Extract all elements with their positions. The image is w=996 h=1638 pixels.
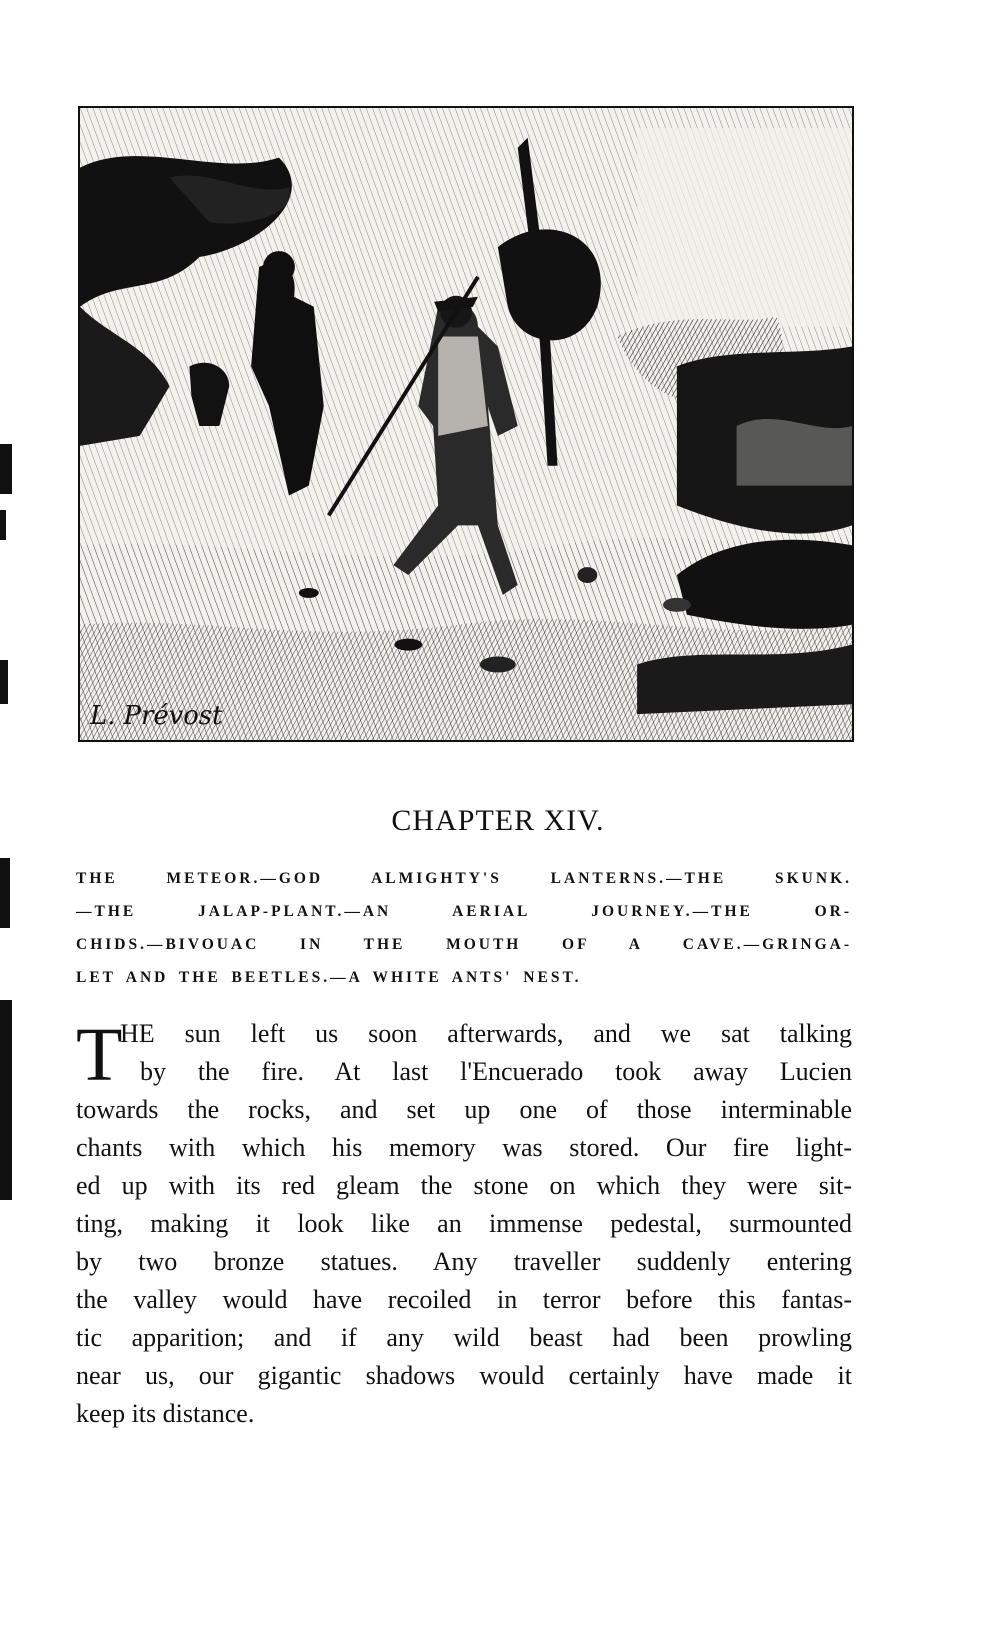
scan-mark xyxy=(0,444,12,494)
body-line: near us, our gigantic shadows would certainly have made it xyxy=(76,1361,852,1390)
body-line: by two bronze statues. Any traveller suddenly entering xyxy=(76,1247,852,1276)
body-line: tic apparition; and if any wild beast had been prowling xyxy=(76,1323,852,1352)
opening-paragraph-start xyxy=(76,1013,852,1097)
scan-mark xyxy=(0,1000,12,1200)
body-line: ting, making it look like an immense pedestal, surmounted xyxy=(76,1209,852,1238)
illustration-signature: L. Prévost xyxy=(89,701,223,732)
body-line: keep its distance. xyxy=(76,1399,255,1428)
body-line: HE sun left us soon afterwards, and we sat talking xyxy=(120,1019,852,1048)
scan-mark xyxy=(0,660,8,704)
chapter-title: CHAPTER XIV. xyxy=(391,804,605,837)
body-text xyxy=(76,1015,852,1433)
scan-mark xyxy=(0,858,10,928)
body-line: the valley would have recoiled in terror before this fantas- xyxy=(76,1285,852,1314)
chapter-summary xyxy=(76,862,852,994)
engraving-image xyxy=(80,108,852,740)
summary-line: LET AND THE BEETLES.—A WHITE ANTS' NEST. xyxy=(76,969,582,986)
chapter-illustration xyxy=(78,106,854,742)
body-line: towards the rocks, and set up one of those interminable xyxy=(76,1095,852,1124)
scan-mark xyxy=(0,510,6,540)
summary-line: THE METEOR.—GOD ALMIGHTY'S LANTERNS.—THE SKUNK. xyxy=(76,870,852,887)
body-line: ed up with its red gleam the stone on which they were sit- xyxy=(76,1171,852,1200)
body-line: chants with which his memory was stored. Our fire light- xyxy=(76,1133,852,1162)
drop-cap: T xyxy=(76,1013,123,1097)
summary-line: —THE JALAP-PLANT.—AN AERIAL JOURNEY.—THE OR- xyxy=(76,903,852,920)
body-line: by the fire. At last l'Encuerado took away Lucien xyxy=(140,1057,852,1086)
summary-line: CHIDS.—BIVOUAC IN THE MOUTH OF A CAVE.—GRINGA- xyxy=(76,936,852,953)
